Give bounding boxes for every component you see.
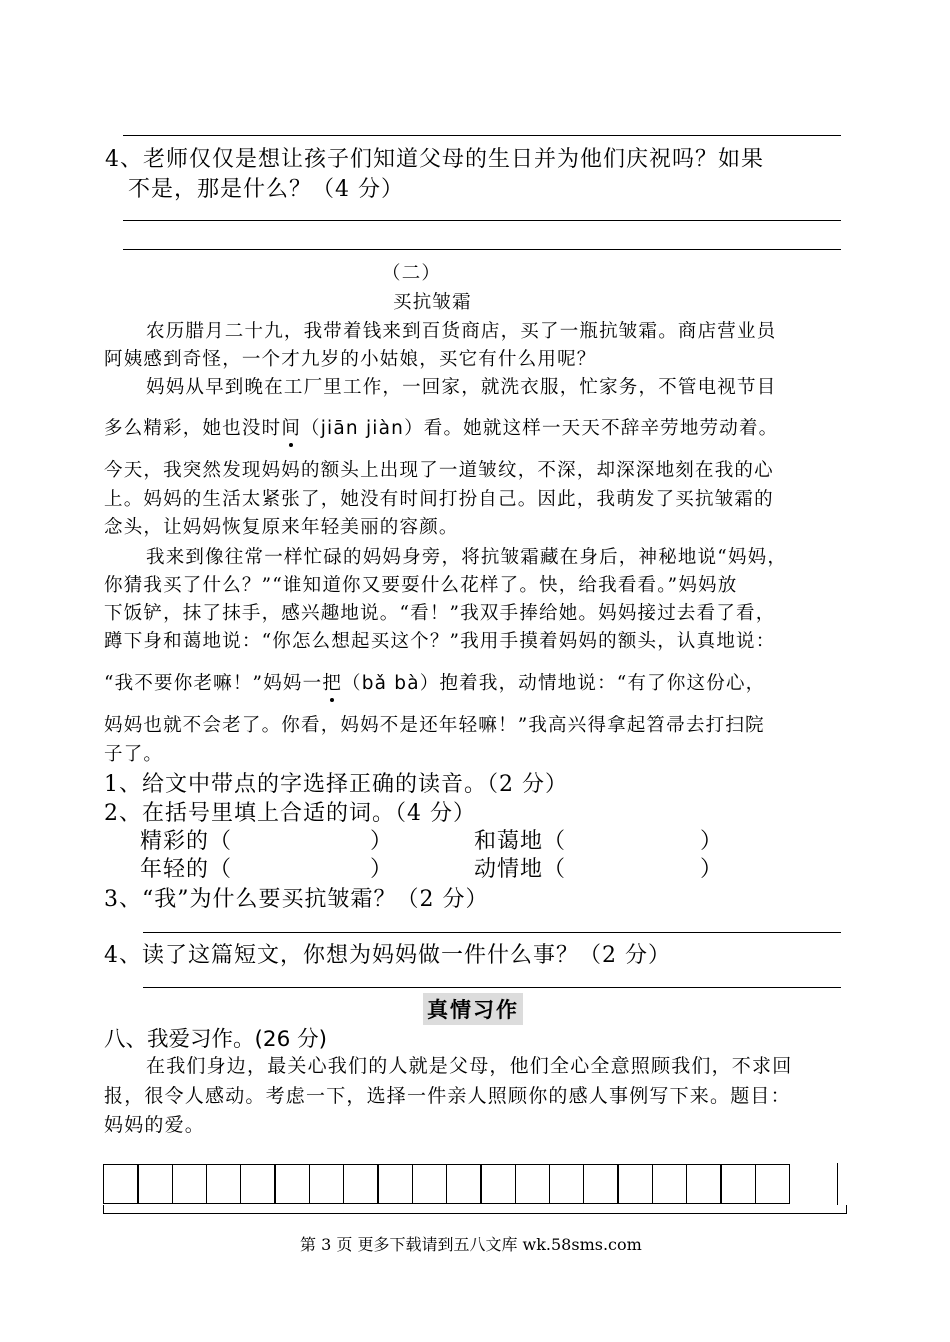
- grid-cell[interactable]: [412, 1164, 448, 1204]
- question-3: 3、“我”为什么要买抗皱霜？（2 分）: [104, 887, 489, 912]
- page-footer: 第 3 页 更多下载请到五八文库 wk.58sms.com: [300, 1235, 642, 1254]
- grid-cell[interactable]: [274, 1164, 310, 1204]
- fill-label: 和蔼地（: [474, 829, 567, 854]
- answer-line: [123, 135, 841, 136]
- answer-line[interactable]: [143, 987, 841, 988]
- answer-line[interactable]: [123, 249, 841, 250]
- writing-prompt-line: 妈妈的爱。: [104, 1114, 206, 1136]
- question-1: 1、给文中带点的字选择正确的读音。（2 分）: [104, 772, 568, 797]
- question-2: 2、在括号里填上合适的词。（4 分）: [104, 801, 476, 826]
- fill-blank[interactable]: ）: [700, 829, 724, 854]
- question-4-line1: 4、老师仅仅是想让孩子们知道父母的生日并为他们庆祝吗？如果: [105, 147, 764, 172]
- pinyin-choice: （jiān jiàn）: [301, 418, 424, 439]
- grid-cell[interactable]: [206, 1164, 242, 1204]
- dotted-char: 把: [322, 669, 342, 695]
- grid-cell[interactable]: [686, 1164, 722, 1204]
- passage-line: 上。妈妈的生活太紧张了，她没有时间打扮自己。因此，我萌发了买抗皱霜的: [104, 489, 774, 510]
- grid-cell[interactable]: [377, 1164, 413, 1204]
- fill-label: 动情地（: [474, 857, 567, 882]
- fill-blank[interactable]: ）: [370, 829, 394, 854]
- text: “我不要你老嘛！”妈妈一: [104, 673, 323, 694]
- grid-cell[interactable]: [480, 1164, 516, 1204]
- grid-cell[interactable]: [583, 1164, 619, 1204]
- grid-cell[interactable]: [309, 1164, 345, 1204]
- fill-blank[interactable]: ）: [370, 857, 394, 882]
- passage-line: 妈妈从早到晚在工厂里工作，一回家，就洗衣服，忙家务，不管电视节目: [146, 377, 777, 398]
- section-number: （二）: [382, 263, 442, 284]
- grid-cell[interactable]: [617, 1164, 653, 1204]
- text: 看。她就这样一天天不辞辛劳地劳动着。: [423, 418, 779, 439]
- grid-cell[interactable]: [343, 1164, 379, 1204]
- dotted-char: 间: [281, 414, 301, 440]
- grid-cell[interactable]: [240, 1164, 276, 1204]
- writing-prompt-line: 在我们身边，最关心我们的人就是父母，他们全心全意照顾我们，不求回: [146, 1055, 793, 1077]
- passage-line: 我来到像往常一样忙碌的妈妈身旁，将抗皱霜藏在身后，神秘地说“妈妈，: [146, 547, 788, 568]
- fill-blank[interactable]: ）: [700, 857, 724, 882]
- pinyin-choice: （bǎ bà）: [342, 673, 440, 694]
- writing-heading: 八、我爱习作。(26 分): [104, 1027, 327, 1052]
- passage-line-jian: [104, 414, 778, 440]
- writing-grid[interactable]: [103, 1164, 789, 1204]
- grid-cell[interactable]: [652, 1164, 688, 1204]
- passage-title: 买抗皱霜: [393, 292, 472, 313]
- answer-line[interactable]: [123, 220, 841, 221]
- text: 抱着我，动情地说：“有了你这份心，: [439, 673, 766, 694]
- writing-prompt-line: 报，很令人感动。考虑一下，选择一件亲人照顾你的感人事例写下来。题目：: [104, 1085, 791, 1107]
- grid-cell[interactable]: [103, 1164, 139, 1204]
- passage-line: 蹲下身和蔼地说：“你怎么想起买这个？”我用手摸着妈妈的额头，认真地说：: [104, 631, 776, 652]
- grid-baseline: [103, 1205, 847, 1214]
- grid-cell[interactable]: [446, 1164, 482, 1204]
- passage-line: 念头，让妈妈恢复原来年轻美丽的容颜。: [104, 517, 459, 538]
- grid-cell[interactable]: [755, 1164, 791, 1204]
- question-4: 4、读了这篇短文，你想为妈妈做一件什么事？（2 分）: [104, 943, 671, 968]
- grid-cell[interactable]: [172, 1164, 208, 1204]
- text: 多么精彩，她也没时: [104, 418, 282, 439]
- passage-line: 你猜我买了什么？”“谁知道你又要耍什么花样了。快，给我看看。”妈妈放: [104, 575, 738, 596]
- fill-label: 精彩的（: [140, 829, 233, 854]
- passage-line: 子了。: [104, 744, 164, 765]
- grid-cell[interactable]: [515, 1164, 551, 1204]
- section-badge: 真情习作: [423, 993, 523, 1025]
- grid-cell[interactable]: [720, 1164, 756, 1204]
- grid-cell[interactable]: [549, 1164, 585, 1204]
- passage-line: 农历腊月二十九，我带着钱来到百货商店，买了一瓶抗皱霜。商店营业员: [146, 321, 777, 342]
- answer-line[interactable]: [143, 932, 841, 933]
- question-4-line2: 不是，那是什么？（4 分）: [128, 177, 404, 202]
- passage-line: 今天，我突然发现妈妈的额头上出现了一道皱纹，不深，却深深地刻在我的心: [104, 460, 774, 481]
- fill-label: 年轻的（: [140, 857, 233, 882]
- passage-line-ba: [104, 669, 765, 695]
- passage-line: 下饭铲，抹了抹手，感兴趣地说。“看！”我双手捧给她。妈妈接过去看了看，: [104, 603, 776, 624]
- passage-line: 妈妈也就不会老了。你看，妈妈不是还年轻嘛！”我高兴得拿起笤帚去打扫院: [104, 715, 765, 736]
- passage-line: 阿姨感到奇怪，一个才九岁的小姑娘，买它有什么用呢？: [104, 349, 597, 370]
- grid-cell[interactable]: [137, 1164, 173, 1204]
